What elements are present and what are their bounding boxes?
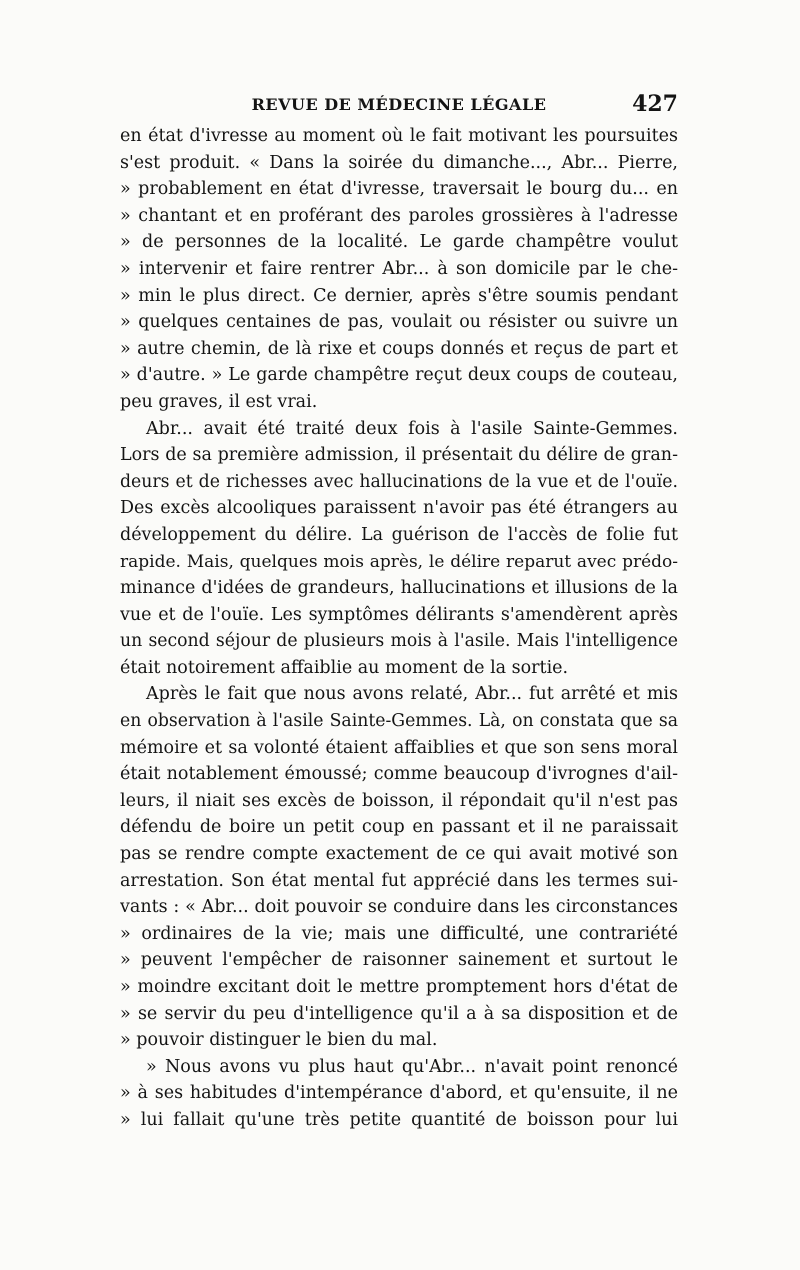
text-line: » chantant et en proférant des paroles grossières à l'adresse xyxy=(120,205,678,226)
page-number: 427 xyxy=(632,91,678,117)
text-line: était notoirement affaiblie au moment de la sortie. xyxy=(120,657,569,678)
text-line: Après le fait que nous avons relaté, Abr... fut arrêté et mis xyxy=(146,684,678,705)
text-line: » min le plus direct. Ce dernier, après s'être soumis pendant xyxy=(120,285,678,306)
text-line: s'est produit. « Dans la soirée du dimanche..., Abr... Pierre, xyxy=(120,152,678,173)
text-line: » Nous avons vu plus haut qu'Abr... n'avait point renoncé xyxy=(146,1056,678,1077)
text-line: Des excès alcooliques paraissent n'avoir pas été étrangers au xyxy=(120,498,678,519)
text-line: développement du délire. La guérison de l'accès de folie fut xyxy=(120,524,678,545)
text-line: » autre chemin, de là rixe et coups donnés et reçus de part et xyxy=(120,338,678,359)
text-line: » se servir du peu d'intelligence qu'il a à sa disposition et de xyxy=(120,1003,678,1024)
text-line: » peuvent l'empêcher de raisonner sainement et surtout le xyxy=(120,950,678,971)
text-line: » quelques centaines de pas, voulait ou résister ou suivre un xyxy=(120,312,678,333)
text-line: » probablement en état d'ivresse, traversait le bourg du... en xyxy=(120,179,678,200)
text-line: vants : « Abr... doit pouvoir se conduire dans les circonstances xyxy=(120,897,678,918)
text-line: Lors de sa première admission, il présentait du délire de gran- xyxy=(120,445,678,466)
running-title: REVUE DE MÉDECINE LÉGALE xyxy=(251,95,547,114)
text-line: deurs et de richesses avec hallucinations de la vue et de l'ouïe. xyxy=(120,471,678,492)
text-line: » de personnes de la localité. Le garde champêtre voulut xyxy=(120,232,678,253)
text-line: minance d'idées de grandeurs, hallucinations et illusions de la xyxy=(120,578,678,599)
text-line: » intervenir et faire rentrer Abr... à son domicile par le che- xyxy=(120,258,678,279)
text-line: Abr... avait été traité deux fois à l'asile Sainte-Gemmes. xyxy=(146,418,678,439)
text-line: était notablement émoussé; comme beaucoup d'ivrognes d'ail- xyxy=(120,764,678,785)
text-line: un second séjour de plusieurs mois à l'asile. Mais l'intelligence xyxy=(120,631,678,652)
text-line: en observation à l'asile Sainte-Gemmes. Là, on constata que sa xyxy=(120,711,678,732)
text-line: » moindre excitant doit le mettre promptement hors d'état de xyxy=(120,977,678,997)
text-line: » à ses habitudes d'intempérance d'abord, et qu'ensuite, il ne xyxy=(120,1083,678,1104)
text-line: arrestation. Son état mental fut apprécié dans les termes sui- xyxy=(120,870,678,891)
text-line: » ordinaires de la vie; mais une difficulté, une contrariété xyxy=(120,923,678,944)
text-line: en état d'ivresse au moment où le fait motivant les poursuites xyxy=(120,126,678,146)
text-line: » lui fallait qu'une très petite quantité de boisson pour lui xyxy=(120,1109,678,1130)
text-line: peu graves, il est vrai. xyxy=(120,391,318,412)
text-line: défendu de boire un petit coup en passant et il ne paraissait xyxy=(120,817,678,838)
text-line: » pouvoir distinguer le bien du mal. xyxy=(120,1030,438,1051)
page-header xyxy=(120,91,678,121)
text-line: leurs, il niait ses excès de boisson, il répondait qu'il n'est pas xyxy=(120,790,678,811)
text-line: » d'autre. » Le garde champêtre reçut deux coups de couteau, xyxy=(120,365,678,386)
text-line: rapide. Mais, quelques mois après, le délire reparut avec prédo- xyxy=(120,551,678,572)
text-line: mémoire et sa volonté étaient affaiblies et que son sens moral xyxy=(120,737,678,758)
body-text xyxy=(120,123,678,1134)
text-line: pas se rendre compte exactement de ce qui avait motivé son xyxy=(120,844,678,865)
text-line: vue et de l'ouïe. Les symptômes délirants s'amendèrent après xyxy=(120,604,678,625)
